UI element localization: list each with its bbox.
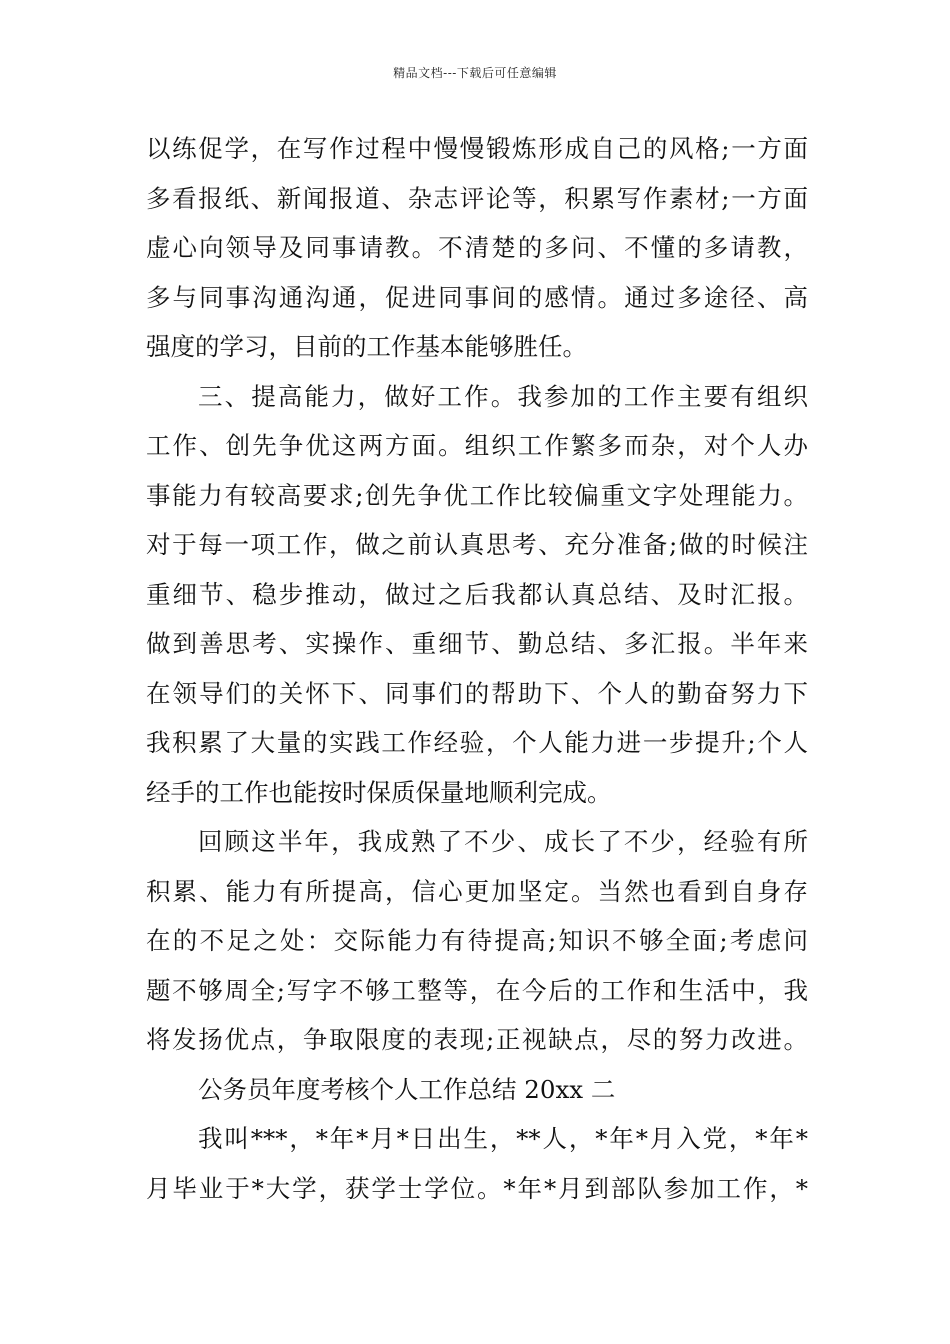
text-line: 强度的学习，目前的工作基本能够胜任。 — [146, 332, 587, 361]
text-line: 积累、能力有所提高，信心更加坚定。当然也看到自身存 — [146, 876, 808, 906]
text-line: 事能力有较高要求;创先争优工作比较偏重文字处理能力。 — [146, 480, 808, 510]
text-line: 将发扬优点，争取限度的表现;正视缺点，尽的努力改进。 — [146, 1025, 808, 1054]
text-line: 月毕业于*大学，获学士学位。*年*月到部队参加工作，* — [146, 1173, 808, 1203]
text-line: 多看报纸、新闻报道、杂志评论等，积累写作素材;一方面 — [146, 183, 808, 213]
text-line: 重细节、稳步推动，做过之后我都认真总结、及时汇报。 — [146, 579, 808, 609]
text-line: 工作、创先争优这两方面。组织工作繁多而杂，对个人办 — [146, 431, 808, 460]
text-line: 在领导们的关怀下、同事们的帮助下、个人的勤奋努力下 — [146, 678, 808, 708]
page-header: 精品文档---下载后可任意编辑 — [393, 66, 557, 80]
text-line: 经手的工作也能按时保质保量地顺利完成。 — [146, 777, 612, 807]
text-line: 虚心向领导及同事请教。不清楚的多问、不懂的多请教， — [146, 233, 808, 262]
document-body — [146, 124, 808, 1213]
text-line: 多与同事沟通沟通，促进同事间的感情。通过多途径、高 — [146, 282, 808, 312]
section-heading: 公务员年度考核个人工作总结 20xx 二 — [198, 1074, 616, 1104]
text-line: 我叫***，*年*月*日出生，**人，*年*月入党，*年* — [198, 1124, 808, 1153]
text-line: 做到善思考、实操作、重细节、勤总结、多汇报。半年来 — [146, 629, 808, 658]
text-line: 题不够周全;写字不够工整等，在今后的工作和生活中，我 — [146, 975, 808, 1005]
text-line: 三、提高能力，做好工作。我参加的工作主要有组织 — [198, 381, 808, 411]
text-line: 我积累了大量的实践工作经验，个人能力进一步提升;个人 — [146, 728, 808, 757]
text-line: 回顾这半年，我成熟了不少、成长了不少，经验有所 — [198, 827, 808, 856]
text-line: 在的不足之处：交际能力有待提高;知识不够全面;考虑问 — [146, 926, 808, 955]
text-line: 对于每一项工作，做之前认真思考、充分准备;做的时候注 — [146, 530, 808, 559]
text-line: 以练促学，在写作过程中慢慢锻炼形成自己的风格;一方面 — [146, 134, 808, 163]
